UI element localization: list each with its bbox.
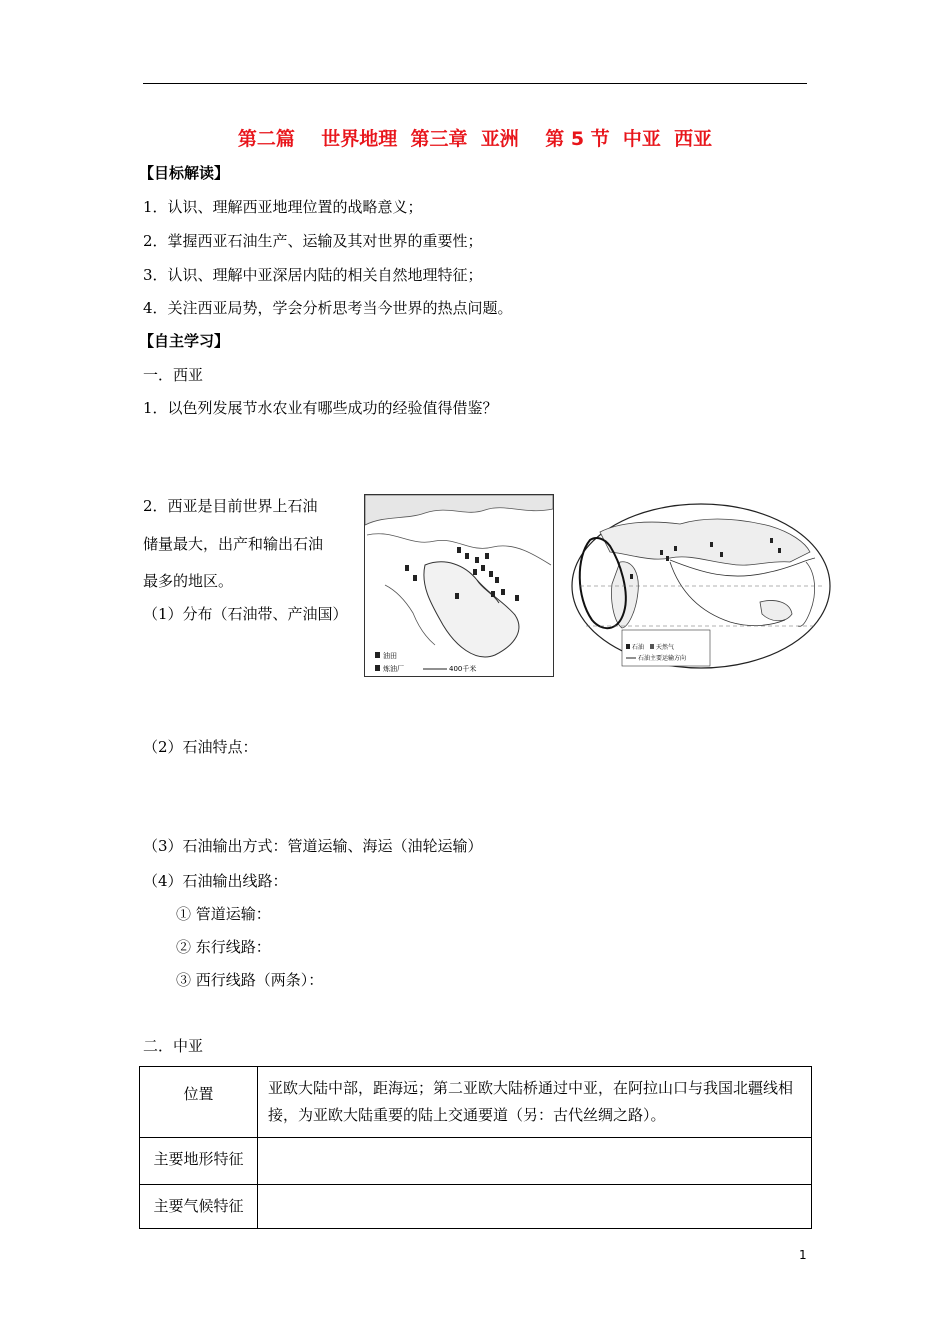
question-1: 1．以色列发展节水农业有哪些成功的经验值得借鉴？ xyxy=(143,399,498,417)
row-label: 位置 xyxy=(140,1067,258,1138)
row-content xyxy=(258,1138,812,1185)
west-asia-oil-map xyxy=(364,494,554,677)
route-westbound: ③ 西行线路（两条）： xyxy=(176,971,324,989)
row-label: 主要气候特征 xyxy=(140,1185,258,1229)
sub-export-method: （3）石油输出方式：管道运输、海运（油轮运输） xyxy=(143,837,483,855)
sub-distribution: （1）分布（石油带、产油国） xyxy=(143,605,348,623)
question-2-line: 最多的地区。 xyxy=(143,572,234,590)
header-rule xyxy=(143,83,807,84)
row-content: 亚欧大陆中部，距海远；第二亚欧大陆桥通过中亚，在阿拉山口与我国北疆线相接，为亚欧大陆重要的陆上交通要道（另：古代丝绸之路）。 xyxy=(258,1067,812,1138)
goal-item: 1．认识、理解西亚地理位置的战略意义； xyxy=(143,198,423,216)
central-asia-table xyxy=(139,1066,812,1229)
world-map-graphic xyxy=(570,502,832,670)
legend-refinery: 炼油厂 xyxy=(383,665,404,673)
question-2-line: 储量最大，出产和输出石油 xyxy=(143,535,324,553)
west-asia-map-graphic xyxy=(365,495,553,676)
goal-item: 4．关注西亚局势，学会分析思考当今世界的热点问题。 xyxy=(143,299,513,317)
legend-oil: 石油 xyxy=(632,644,645,651)
goal-item: 3．认识、理解中亚深居内陆的相关自然地理特征； xyxy=(143,266,483,284)
section-west-asia: 一．西亚 xyxy=(143,366,204,384)
self-study-heading: 【自主学习】 xyxy=(139,332,230,350)
legend-gas: 天然气 xyxy=(656,644,675,651)
sub-export-routes: （4）石油输出线路： xyxy=(143,872,288,890)
row-content xyxy=(258,1185,812,1229)
route-eastbound: ② 东行线路： xyxy=(176,938,271,956)
map-scale: 400千米 xyxy=(449,665,477,673)
page-number: 1 xyxy=(799,1248,807,1262)
sub-oil-features: （2）石油特点： xyxy=(143,738,258,756)
table-row xyxy=(140,1067,812,1138)
route-pipeline: ① 管道运输： xyxy=(176,905,271,923)
table-row xyxy=(140,1185,812,1229)
legend-route: 石油主要运输方向 xyxy=(638,655,687,662)
section-central-asia: 二．中亚 xyxy=(143,1037,204,1055)
question-2-line: 2．西亚是目前世界上石油 xyxy=(143,497,318,515)
goals-heading: 【目标解读】 xyxy=(139,164,230,182)
table-row xyxy=(140,1138,812,1185)
legend-oilfield: 油田 xyxy=(383,652,397,660)
goal-item: 2．掌握西亚石油生产、运输及其对世界的重要性； xyxy=(143,232,483,250)
world-oil-routes-map xyxy=(570,502,832,670)
page-title: 第二篇 世界地理 第三章 亚洲 第 5 节 中亚 西亚 xyxy=(237,128,713,150)
row-label: 主要地形特征 xyxy=(140,1138,258,1185)
